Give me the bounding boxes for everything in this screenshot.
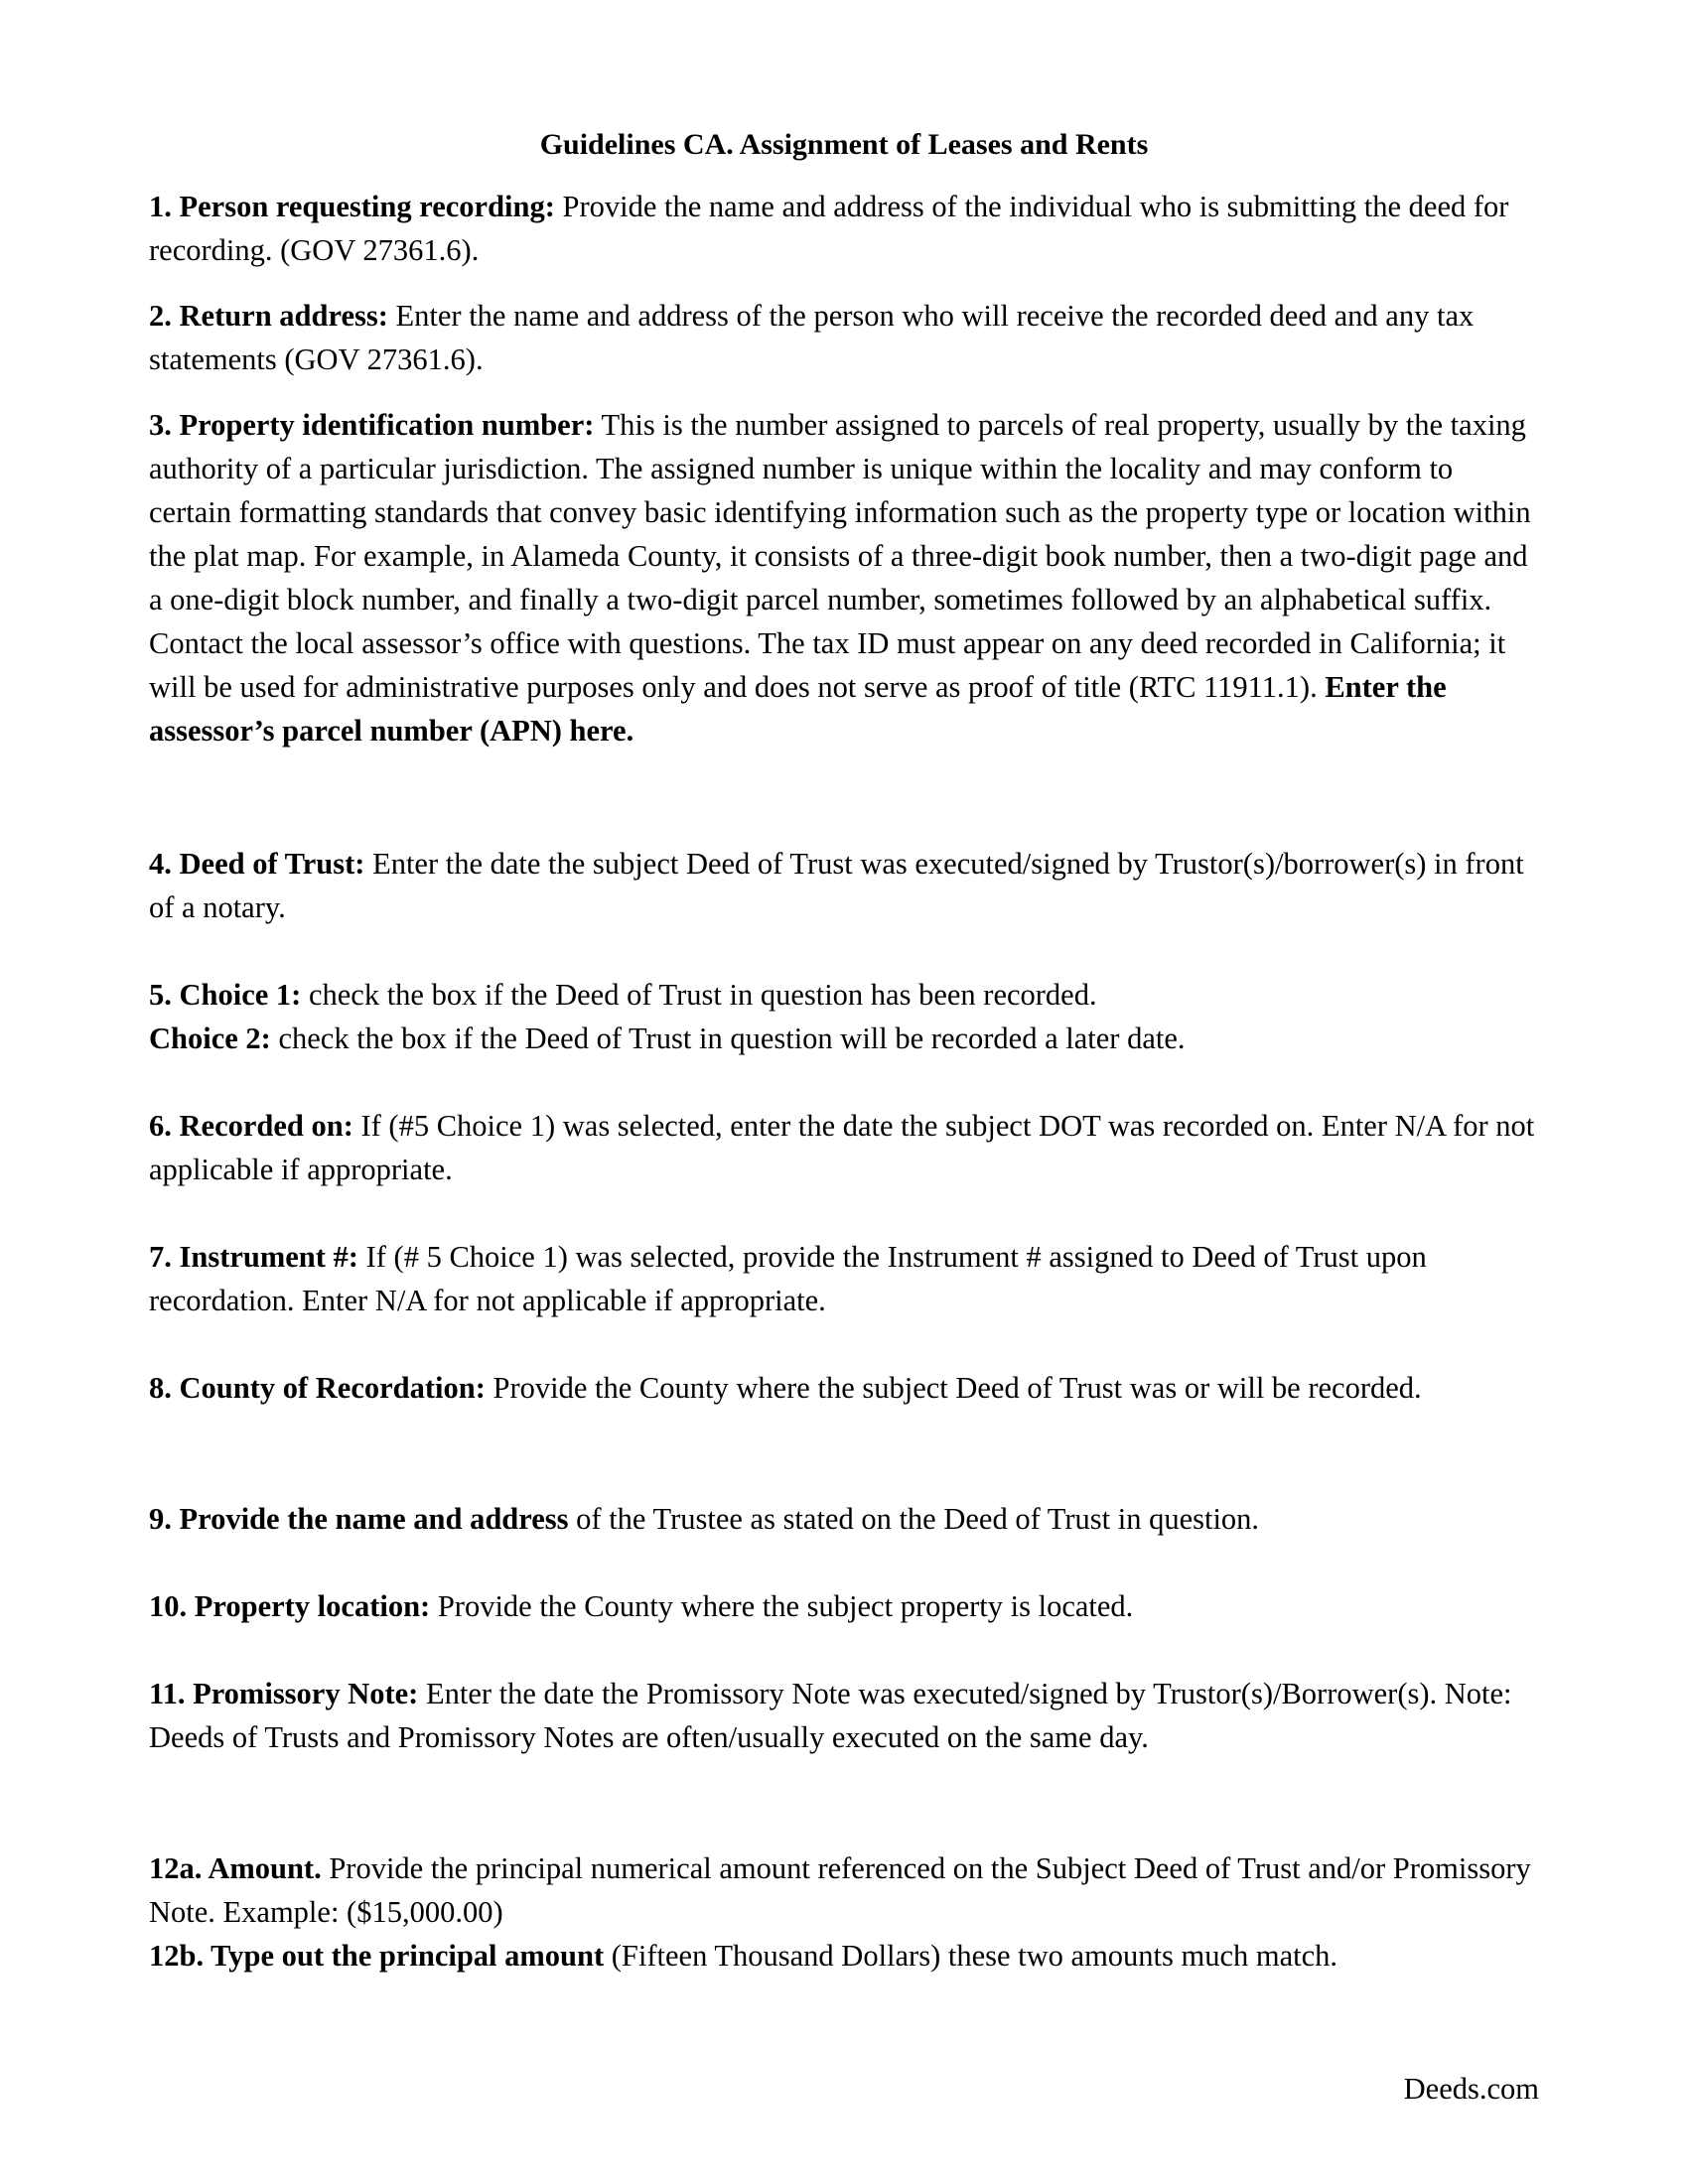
item-label: 3. Property identification number: [149,408,595,442]
item-text: check the box if the Deed of Trust in question has been recorded. [301,978,1097,1012]
guideline-item-2 [149,294,1539,381]
guideline-item-5 [149,973,1539,1060]
item-text: Provide the principal numerical amount referenced on the Subject Deed of Trust and/or Promissory Note. Example: ($15,000.00) [149,1851,1531,1929]
guideline-item-1 [149,185,1539,272]
item-text-2: check the box if the Deed of Trust in question will be recorded a later date. [270,1022,1186,1055]
guideline-item-6 [149,1104,1539,1191]
item-label: 7. Instrument #: [149,1240,358,1274]
item-text: Enter the name and address of the person who will receive the recorded deed and any tax statements (GOV 27361.6). [149,299,1475,376]
guideline-item-10 [149,1584,1539,1628]
item-text-2: (Fifteen Thousand Dollars) these two amounts much match. [604,1939,1338,1973]
item-emphasis: Enter the assessor’s parcel number (APN) here. [149,670,1447,748]
guideline-item-7 [149,1235,1539,1322]
item-label-2: Choice 2: [149,1022,271,1055]
guideline-item-12 [149,1846,1539,1978]
item-text: Provide the County where the subject Deed of Trust was or will be recorded. [485,1371,1422,1405]
item-text: Provide the County where the subject property is located. [430,1589,1134,1623]
item-text: This is the number assigned to parcels of real property, usually by the taxing authority of a particular jurisdiction. The assigned number is unique within the locality and may conform to certain formatting standards that convey basic identifying information such as the property type or location within the plat map. For example, in Alameda County, it consists of a three-digit book number, then a two-digit page and a one-digit block number, and finally a two-digit parcel number, sometimes followed by an alphabetical suffix. Contact the local assessor’s office with questions. The tax ID must appear on any deed recorded in California; it will be used for administrative purposes only and does not serve as proof of title (RTC 11911.1). [149,408,1531,704]
item-label: 2. Return address: [149,299,388,333]
item-text: Enter the date the Promissory Note was executed/signed by Trustor(s)/Borrower(s). Note: Deeds of Trusts and Promissory Notes are often/usually executed on the same day. [149,1677,1512,1754]
guideline-item-8 [149,1366,1539,1410]
item-label: 4. Deed of Trust: [149,847,365,881]
item-label: 12a. Amount. [149,1851,322,1885]
footer-source: Deeds.com [1403,2072,1539,2106]
item-text: Enter the date the subject Deed of Trust was executed/signed by Trustor(s)/borrower(s) in front of a notary. [149,847,1524,924]
item-label: 11. Promissory Note: [149,1677,419,1710]
guideline-item-4 [149,842,1539,929]
item-label: 5. Choice 1: [149,978,302,1012]
guideline-item-11 [149,1672,1539,1759]
guideline-item-9 [149,1497,1539,1541]
item-text: If (#5 Choice 1) was selected, enter the date the subject DOT was recorded on. Enter N/A for not applicable if appropriate. [149,1109,1535,1186]
item-text: If (# 5 Choice 1) was selected, provide the Instrument # assigned to Deed of Trust upon recordation. Enter N/A for not applicable if appropriate. [149,1240,1427,1317]
item-label: 8. County of Recordation: [149,1371,486,1405]
item-label: 9. Provide the name and address [149,1502,569,1536]
item-text: of the Trustee as stated on the Deed of Trust in question. [568,1502,1260,1536]
item-label: 1. Person requesting recording: [149,190,555,223]
item-label: 6. Recorded on: [149,1109,353,1143]
item-label-2: 12b. Type out the principal amount [149,1939,605,1973]
document-title: Guidelines CA. Assignment of Leases and Rents [539,128,1149,161]
item-text: Provide the name and address of the individual who is submitting the deed for recording. (GOV 27361.6). [149,190,1509,267]
item-label: 10. Property location: [149,1589,431,1623]
guideline-item-3 [149,403,1539,752]
